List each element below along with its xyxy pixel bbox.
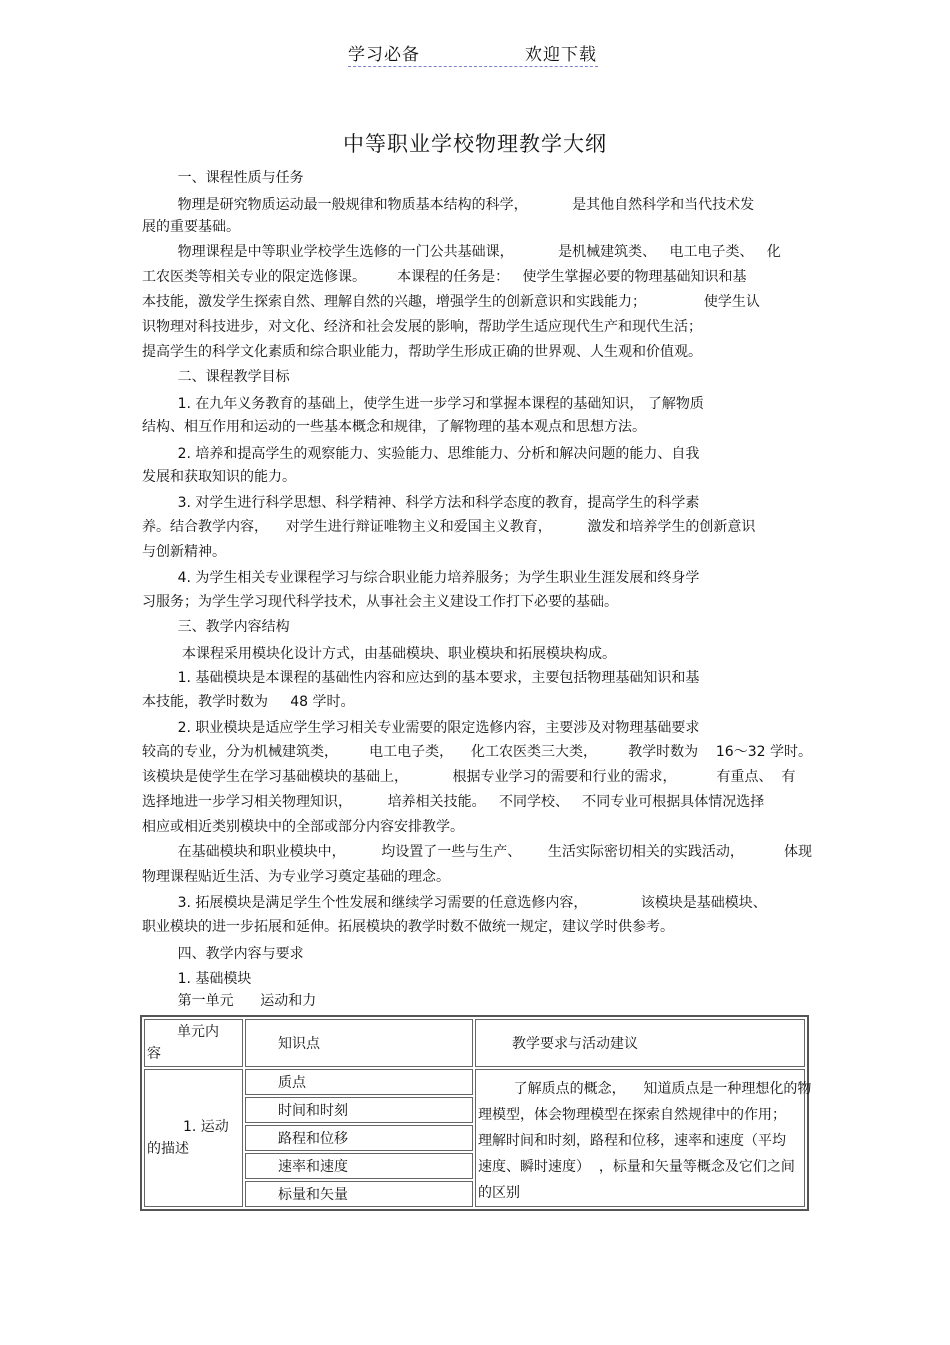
paragraph-line: 识物理对科技进步，对文化、经济和社会发展的影响，帮助学生适应现代生产和现代生活； [142, 319, 702, 335]
page-header [348, 40, 598, 67]
knowledge-point-cell: 质点 [245, 1069, 473, 1095]
paragraph-line: 结构、相互作用和运动的一些基本概念和规律，了解物理的基本观点和思想方法。 [142, 419, 646, 435]
unit-cell: 1. 运动 的描述 [144, 1069, 243, 1207]
knowledge-point-cell: 速率和速度 [245, 1153, 473, 1179]
paragraph-line: 本技能，激发学生探索自然、理解自然的兴趣，增强学生的创新意识和实践能力； 使学生认 [142, 294, 760, 310]
knowledge-point-cell: 标量和矢量 [245, 1181, 473, 1207]
paragraph-line: 3. 拓展模块是满足学生个性发展和继续学习需要的任意选修内容， 该模块是基础模块、 [142, 895, 767, 911]
syllabus-table [140, 1015, 812, 1211]
paragraph-line: 本课程采用模块化设计方式，由基础模块、职业模块和拓展模块构成。 [142, 646, 617, 662]
paragraph-line: 选择地进一步学习相关物理知识， 培养相关技能。 不同学校、 不同专业可根据具体情况选择 [142, 794, 765, 810]
table-header-row [144, 1019, 805, 1067]
header-unit-cell: 单元内 容 [144, 1019, 243, 1067]
paragraph-line: 较高的专业，分为机械建筑类， 电工电子类， 化工农医类三大类， 教学时数为 16～32 学时。 [142, 744, 812, 760]
section-heading: 三、教学内容结构 [142, 619, 290, 635]
paragraph-line: 与创新精神。 [142, 544, 226, 560]
paragraph-line: 相应或相近类别模块中的全部或部分内容安排教学。 [142, 819, 464, 835]
subsection-heading: 1. 基础模块 [142, 971, 252, 987]
table-row [144, 1069, 805, 1095]
paragraph-line: 3. 对学生进行科学思想、科学精神、科学方法和科学态度的教育，提高学生的科学素 [142, 495, 700, 511]
paragraph-line: 提高学生的科学文化素质和综合职业能力，帮助学生形成正确的世界观、人生观和价值观。 [142, 344, 702, 360]
paragraph-line: 习服务；为学生学习现代科学技术，从事社会主义建设工作打下必要的基础。 [142, 594, 618, 610]
paragraph-line: 物理课程贴近生活、为专业学习奠定基础的理念。 [142, 869, 450, 885]
paragraph-line: 该模块是使学生在学习基础模块的基础上， 根据专业学习的需要和行业的需求， 有重点、 有 [142, 769, 796, 785]
knowledge-point-cell: 时间和时刻 [245, 1097, 473, 1123]
paragraph-line: 1. 基础模块是本课程的基础性内容和应达到的基本要求，主要包括物理基础知识和基 [142, 670, 700, 686]
unit-heading: 第一单元 运动和力 [142, 993, 317, 1009]
paragraph-line: 物理课程是中等职业学校学生选修的一门公共基础课， 是机械建筑类、 电工电子类、 化 [142, 244, 781, 260]
paragraph-line: 发展和获取知识的能力。 [142, 469, 296, 485]
section-heading: 一、课程性质与任务 [142, 170, 304, 186]
paragraph-line: 展的重要基础。 [142, 219, 240, 235]
section-heading: 四、教学内容与要求 [142, 946, 304, 962]
paragraph-line: 2. 职业模块是适应学生学习相关专业需要的限定选修内容，主要涉及对物理基础要求 [142, 720, 700, 736]
header-knowledge-cell: 知识点 [245, 1019, 473, 1067]
paragraph-line: 职业模块的进一步拓展和延伸。拓展模块的教学时数不做统一规定，建议学时供参考。 [142, 919, 674, 935]
paragraph-line: 工农医类等相关专业的限定选修课。 本课程的任务是： 使学生掌握必要的物理基础知识和基 [142, 269, 747, 285]
knowledge-point-cell: 路程和位移 [245, 1125, 473, 1151]
paragraph-line: 在基础模块和职业模块中， 均设置了一些与生产、 生活实际密切相关的实践活动， 体现 [142, 844, 812, 860]
header-requirement-cell: 教学要求与活动建议 [475, 1019, 805, 1067]
paragraph-line: 2. 培养和提高学生的观察能力、实验能力、思维能力、分析和解决问题的能力、自我 [142, 446, 700, 462]
document-title: 中等职业学校物理教学大纲 [343, 132, 607, 156]
requirement-cell: 了解质点的概念， 知道质点是一种理想化的物 理模型，体会物理模型在探索自然规律中的作用； 理解时间和时刻，路程和位移，速率和速度（平均 速度、瞬时速度） ，标量和矢量等概念及它们之间 的区别 [475, 1069, 805, 1207]
section-heading: 二、课程教学目标 [142, 369, 290, 385]
paragraph-line: 本技能，教学时数为 48 学时。 [142, 694, 355, 710]
header-left-text: 学习必备 [348, 45, 420, 65]
paragraph-line: 物理是研究物质运动最一般规律和物质基本结构的科学， 是其他自然科学和当代技术发 [142, 197, 755, 213]
paragraph-line: 1. 在九年义务教育的基础上，使学生进一步学习和掌握本课程的基础知识， 了解物质 [142, 396, 704, 412]
paragraph-line: 4. 为学生相关专业课程学习与综合职业能力培养服务；为学生职业生涯发展和终身学 [142, 570, 700, 586]
paragraph-line: 养。结合教学内容， 对学生进行辩证唯物主义和爱国主义教育， 激发和培养学生的创新意识 [142, 519, 756, 535]
header-right-text: 欢迎下载 [525, 45, 597, 65]
